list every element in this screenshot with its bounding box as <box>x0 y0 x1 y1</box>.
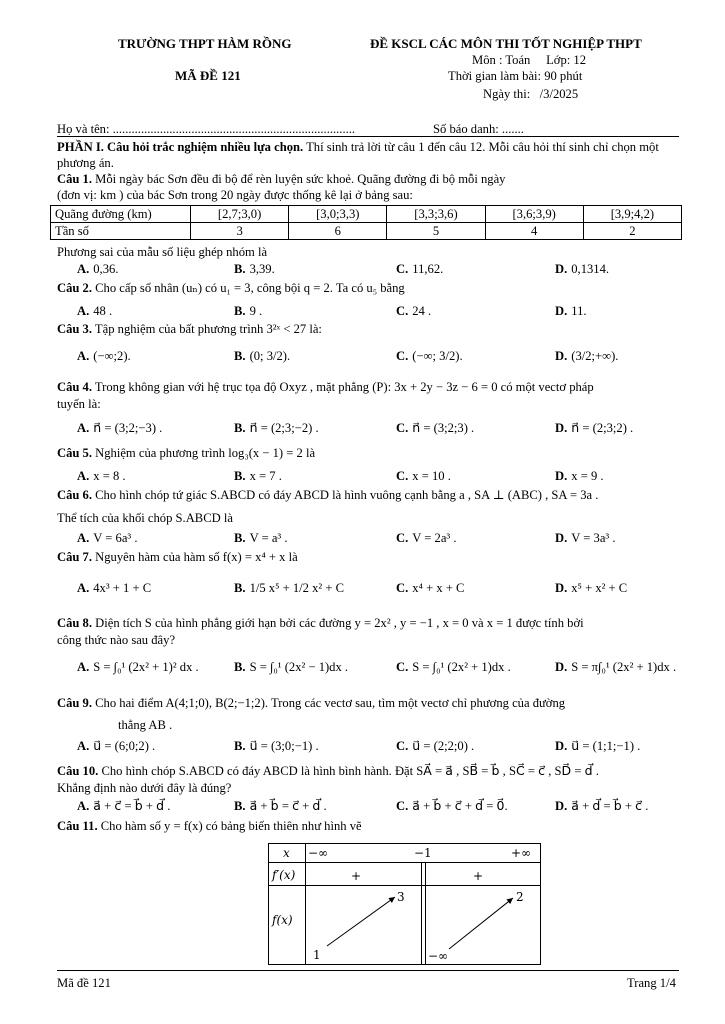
q11-stem: Cho hàm số y = f(x) có bảng biến thiên như hình vẽ <box>97 819 362 833</box>
option-label: C. <box>396 304 409 318</box>
option-text: V = 2a³ . <box>412 531 457 545</box>
q6-option-d[interactable] <box>555 530 615 546</box>
option-label: D. <box>555 531 568 545</box>
option-text: 3,39. <box>249 262 275 276</box>
q1-text2: (đơn vị: km ) của bác Sơn trong 20 ngày được thống kê lại ở bảng sau: <box>57 188 413 202</box>
option-text: 9 . <box>249 304 263 318</box>
q9-text2: thẳng AB . <box>118 718 173 732</box>
table-cell: 6 <box>289 223 387 240</box>
q8-option-a[interactable] <box>77 659 199 675</box>
q7-stem: Nguyên hàm của hàm số f(x) = x⁴ + x là <box>92 550 298 564</box>
q4-stem: Trong không gian với hệ trục tọa độ Oxyz , mặt phẳng (P): 3x + 2y − 3z − 6 = 0 có một vectơ pháp <box>92 380 594 394</box>
option-label: C. <box>396 262 409 276</box>
q1-option-c[interactable] <box>396 261 443 277</box>
q9-option-a[interactable] <box>77 738 155 754</box>
q3-option-c[interactable] <box>396 348 463 364</box>
q5-option-d[interactable] <box>555 468 604 484</box>
option-label: C. <box>396 581 409 595</box>
q9-option-c[interactable] <box>396 738 474 754</box>
q2-text <box>57 280 682 296</box>
q3-option-b[interactable] <box>234 348 290 364</box>
footer-divider <box>57 970 679 971</box>
q7-option-a[interactable] <box>77 580 151 596</box>
option-label: B. <box>234 660 246 674</box>
table-header: [2,7;3,0) <box>191 206 289 223</box>
vt-x-label: x <box>283 846 290 860</box>
q1-option-a[interactable] <box>77 261 118 277</box>
option-label: D. <box>555 739 568 753</box>
vt-sign: + <box>473 869 484 883</box>
option-label: A. <box>77 421 90 435</box>
option-text: a⃗ + c⃗ = b⃗ + d⃗ . <box>93 799 171 813</box>
vt-f-label: f(x) <box>272 913 293 927</box>
option-text: V = 6a³ . <box>93 531 138 545</box>
q5-label: Câu 5. <box>57 446 92 460</box>
q4-option-c[interactable] <box>396 420 474 436</box>
q6-option-c[interactable] <box>396 530 456 546</box>
q10-option-b[interactable] <box>234 798 327 814</box>
option-text: x⁴ + x + C <box>412 581 465 595</box>
option-label: B. <box>234 304 246 318</box>
table-cell: 2 <box>583 223 681 240</box>
option-text: n⃗ = (2;3;−2) . <box>249 421 319 435</box>
q5-text <box>57 445 682 461</box>
q7-label: Câu 7. <box>57 550 92 564</box>
option-text: S = ∫₀¹ (2x² + 1)² dx . <box>93 660 199 674</box>
table-row <box>51 223 682 240</box>
option-label: B. <box>234 349 246 363</box>
exam-title: ĐỀ KSCL CÁC MÔN THI TỐT NGHIỆP THPT <box>370 36 642 51</box>
increasing-arrow <box>449 898 513 949</box>
q10-text2: Khẳng định nào dưới đây là đúng? <box>57 781 232 795</box>
q7-option-c[interactable] <box>396 580 464 596</box>
q10-stem: Cho hình chóp S.ABCD có đáy ABCD là hình bình hành. Đặt SA⃗ = a⃗ , SB⃗ = b⃗ , SC⃗ = c⃗ , SD⃗ = d⃗ . <box>98 764 599 778</box>
option-label: B. <box>234 421 246 435</box>
table-cell: 3 <box>191 223 289 240</box>
exam-code: MÃ ĐỀ 121 <box>175 68 241 83</box>
q2-label: Câu 2. <box>57 281 92 295</box>
option-label: B. <box>234 799 246 813</box>
increasing-arrow <box>327 897 395 946</box>
variation-table <box>268 843 541 965</box>
q6-text2: Thể tích của khối chóp S.ABCD là <box>57 511 233 525</box>
q3-stem: Tập nghiệm của bất phương trình 3²ˣ < 27 là: <box>92 322 322 336</box>
option-label: A. <box>77 304 90 318</box>
option-text: n⃗ = (2;3;2) . <box>571 421 634 435</box>
option-label: D. <box>555 262 568 276</box>
option-text: 0,36. <box>93 262 119 276</box>
q8-text2: công thức nào sau đây? <box>57 633 176 647</box>
q5-option-b[interactable] <box>234 468 282 484</box>
q10-option-c[interactable] <box>396 798 508 814</box>
q7-text <box>57 549 682 565</box>
option-text: 1/5 x⁵ + 1/2 x² + C <box>249 581 345 595</box>
vt-x-value: −1 <box>414 846 432 860</box>
q4-option-a[interactable] <box>77 420 162 436</box>
option-label: A. <box>77 739 90 753</box>
option-text: x⁵ + x² + C <box>571 581 628 595</box>
option-label: C. <box>396 739 409 753</box>
option-text: (0; 3/2). <box>249 349 291 363</box>
q4-option-d[interactable] <box>555 420 633 436</box>
q9-option-b[interactable] <box>234 738 319 754</box>
footer-code: Mã đề 121 <box>57 976 111 990</box>
vt-fp-label: f′(x) <box>272 868 296 882</box>
q5-option-a[interactable] <box>77 468 126 484</box>
q11-label: Câu 11. <box>57 819 98 833</box>
q9-label: Câu 9. <box>57 696 92 710</box>
option-label: D. <box>555 799 568 813</box>
option-label: D. <box>555 304 568 318</box>
option-label: A. <box>77 349 90 363</box>
q6-option-b[interactable] <box>234 530 288 546</box>
option-text: S = ∫₀¹ (2x² − 1)dx . <box>249 660 349 674</box>
q2-option-d[interactable] <box>555 303 587 319</box>
option-label: B. <box>234 581 246 595</box>
header-divider <box>57 136 679 137</box>
q3-label: Câu 3. <box>57 322 92 336</box>
vt-f-value: 1 <box>313 948 321 962</box>
q4-text2: tuyến là: <box>57 397 101 411</box>
subject-line: Môn : Toán Lớp: 12 <box>472 53 586 67</box>
option-text: 11,62. <box>412 262 444 276</box>
q1-option-b[interactable] <box>234 261 275 277</box>
option-text: a⃗ + b⃗ + c⃗ + d⃗ = 0⃗. <box>412 799 508 813</box>
option-label: A. <box>77 531 90 545</box>
q3-option-a[interactable] <box>77 348 131 364</box>
option-text: x = 10 . <box>412 469 451 483</box>
q1-label: Câu 1. <box>57 172 92 186</box>
option-text: x = 7 . <box>249 469 282 483</box>
q11-text <box>57 818 682 834</box>
q10-text <box>57 763 682 779</box>
table-header: [3,6;3,9) <box>485 206 583 223</box>
table-header: [3,9;4,2) <box>583 206 681 223</box>
option-label: B. <box>234 469 246 483</box>
q4-option-b[interactable] <box>234 420 319 436</box>
q7-option-d[interactable] <box>555 580 627 596</box>
option-text: 4x³ + 1 + C <box>93 581 152 595</box>
option-label: B. <box>234 262 246 276</box>
option-label: B. <box>234 531 246 545</box>
part1-title: PHẦN I. Câu hỏi trắc nghiệm nhiều lựa chọn. <box>57 140 304 154</box>
option-text: 11. <box>571 304 587 318</box>
table-cell: Tần số <box>51 223 191 240</box>
option-label: A. <box>77 469 90 483</box>
q10-label: Câu 10. <box>57 764 99 778</box>
q4-label: Câu 4. <box>57 380 92 394</box>
vt-f-value: −∞ <box>428 949 449 963</box>
part1-desc: Thí sinh trả lời từ câu 1 đến câu 12. Mỗi câu hỏi thí sinh chỉ chọn một phương án. <box>57 140 659 170</box>
q9-text <box>57 695 682 711</box>
q8-option-d[interactable] <box>555 659 676 675</box>
option-label: D. <box>555 660 568 674</box>
table-header: [3,3;3,6) <box>387 206 485 223</box>
option-text: u⃗ = (1;1;−1) . <box>571 739 641 753</box>
option-text: u⃗ = (6;0;2) . <box>93 739 156 753</box>
option-label: A. <box>77 660 90 674</box>
option-label: A. <box>77 581 90 595</box>
option-label: D. <box>555 581 568 595</box>
q1-question: Phương sai của mẫu số liệu ghép nhóm là <box>57 245 268 259</box>
option-label: C. <box>396 799 409 813</box>
option-text: V = 3a³ . <box>571 531 616 545</box>
option-text: x = 9 . <box>571 469 604 483</box>
vt-x-value: −∞ <box>308 846 329 860</box>
q10-option-d[interactable] <box>555 798 648 814</box>
option-label: D. <box>555 421 568 435</box>
q2-option-a[interactable] <box>77 303 112 319</box>
q8-option-c[interactable] <box>396 659 511 675</box>
table-header: Quãng đường (km) <box>51 206 191 223</box>
option-text: (−∞;2). <box>93 349 131 363</box>
option-text: a⃗ + b⃗ = c⃗ + d⃗ . <box>249 799 327 813</box>
q1-stem: Mỗi ngày bác Sơn đều đi bộ để rèn luyện sức khoẻ. Quãng đường đi bộ mỗi ngày <box>92 172 506 186</box>
q10-option-a[interactable] <box>77 798 170 814</box>
q2-option-c[interactable] <box>396 303 431 319</box>
q8-label: Câu 8. <box>57 616 92 630</box>
q3-text <box>57 321 682 337</box>
option-text: u⃗ = (3;0;−1) . <box>249 739 319 753</box>
option-label: C. <box>396 531 409 545</box>
q5-option-c[interactable] <box>396 468 451 484</box>
option-text: S = ∫₀¹ (2x² + 1)dx . <box>412 660 511 674</box>
vt-f-value: 3 <box>397 890 405 904</box>
option-text: x = 8 . <box>93 469 126 483</box>
vt-arrows <box>269 844 540 964</box>
q3-option-d[interactable] <box>555 348 618 364</box>
q5-stem: Nghiệm của phương trình log₃(x − 1) = 2 là <box>92 446 316 460</box>
school-name: TRƯỜNG THPT HÀM RỒNG <box>118 36 292 51</box>
q9-option-d[interactable] <box>555 738 640 754</box>
option-text: (−∞; 3/2). <box>412 349 463 363</box>
option-text: V = a³ . <box>249 531 288 545</box>
student-id-field: Số báo danh: ....... <box>433 122 524 136</box>
table-row <box>51 206 682 223</box>
option-text: 0,1314. <box>571 262 610 276</box>
q9-stem: Cho hai điểm A(4;1;0), B(2;−1;2). Trong các vectơ sau, tìm một vectơ chỉ phương của đường <box>92 696 566 710</box>
student-name-field: Họ và tên: ............................................................................. <box>57 122 356 136</box>
q1-text <box>57 171 682 187</box>
option-text: 24 . <box>412 304 432 318</box>
table-header: [3,0;3,3) <box>289 206 387 223</box>
option-text: S = π∫₀¹ (2x² + 1)dx . <box>571 660 677 674</box>
option-label: C. <box>396 349 409 363</box>
option-label: D. <box>555 469 568 483</box>
exam-date: Ngày thi: /3/2025 <box>483 87 579 101</box>
vt-sign: + <box>351 869 362 883</box>
q1-frequency-table <box>50 205 682 240</box>
option-text: n⃗ = (3;2;−3) . <box>93 421 163 435</box>
q2-option-b[interactable] <box>234 303 262 319</box>
option-text: n⃗ = (3;2;3) . <box>412 421 475 435</box>
option-label: C. <box>396 421 409 435</box>
q7-option-b[interactable] <box>234 580 344 596</box>
part1-intro <box>57 139 682 171</box>
q8-stem: Diện tích S của hình phẳng giới hạn bởi các đường y = 2x² , y = −1 , x = 0 và x = 1 được tính bởi <box>92 616 584 630</box>
option-label: A. <box>77 799 90 813</box>
q2-stem: Cho cấp số nhân (uₙ) có u₁ = 3, công bội q = 2. Ta có u₅ bằng <box>92 281 405 295</box>
option-label: C. <box>396 469 409 483</box>
table-cell: 5 <box>387 223 485 240</box>
duration: Thời gian làm bài: 90 phút <box>448 69 583 83</box>
option-text: 48 . <box>93 304 113 318</box>
q6-stem: Cho hình chóp tứ giác S.ABCD có đáy ABCD là hình vuông cạnh bằng a , SA ⊥ (ABC) , SA = 3a . <box>92 488 599 502</box>
q4-text <box>57 379 682 395</box>
q6-option-a[interactable] <box>77 530 137 546</box>
option-label: A. <box>77 262 90 276</box>
table-cell: 4 <box>485 223 583 240</box>
q8-text <box>57 615 682 631</box>
option-text: a⃗ + d⃗ = b⃗ + c⃗ . <box>571 799 649 813</box>
option-text: u⃗ = (2;2;0) . <box>412 739 475 753</box>
option-label: D. <box>555 349 568 363</box>
q8-option-b[interactable] <box>234 659 348 675</box>
option-label: C. <box>396 660 409 674</box>
option-text: (3/2;+∞). <box>571 349 619 363</box>
q1-option-d[interactable] <box>555 261 609 277</box>
footer-page: Trang 1/4 <box>627 976 676 990</box>
vt-x-value: +∞ <box>511 846 532 860</box>
q6-text <box>57 487 682 503</box>
q6-label: Câu 6. <box>57 488 92 502</box>
vt-f-value: 2 <box>516 890 524 904</box>
option-label: B. <box>234 739 246 753</box>
